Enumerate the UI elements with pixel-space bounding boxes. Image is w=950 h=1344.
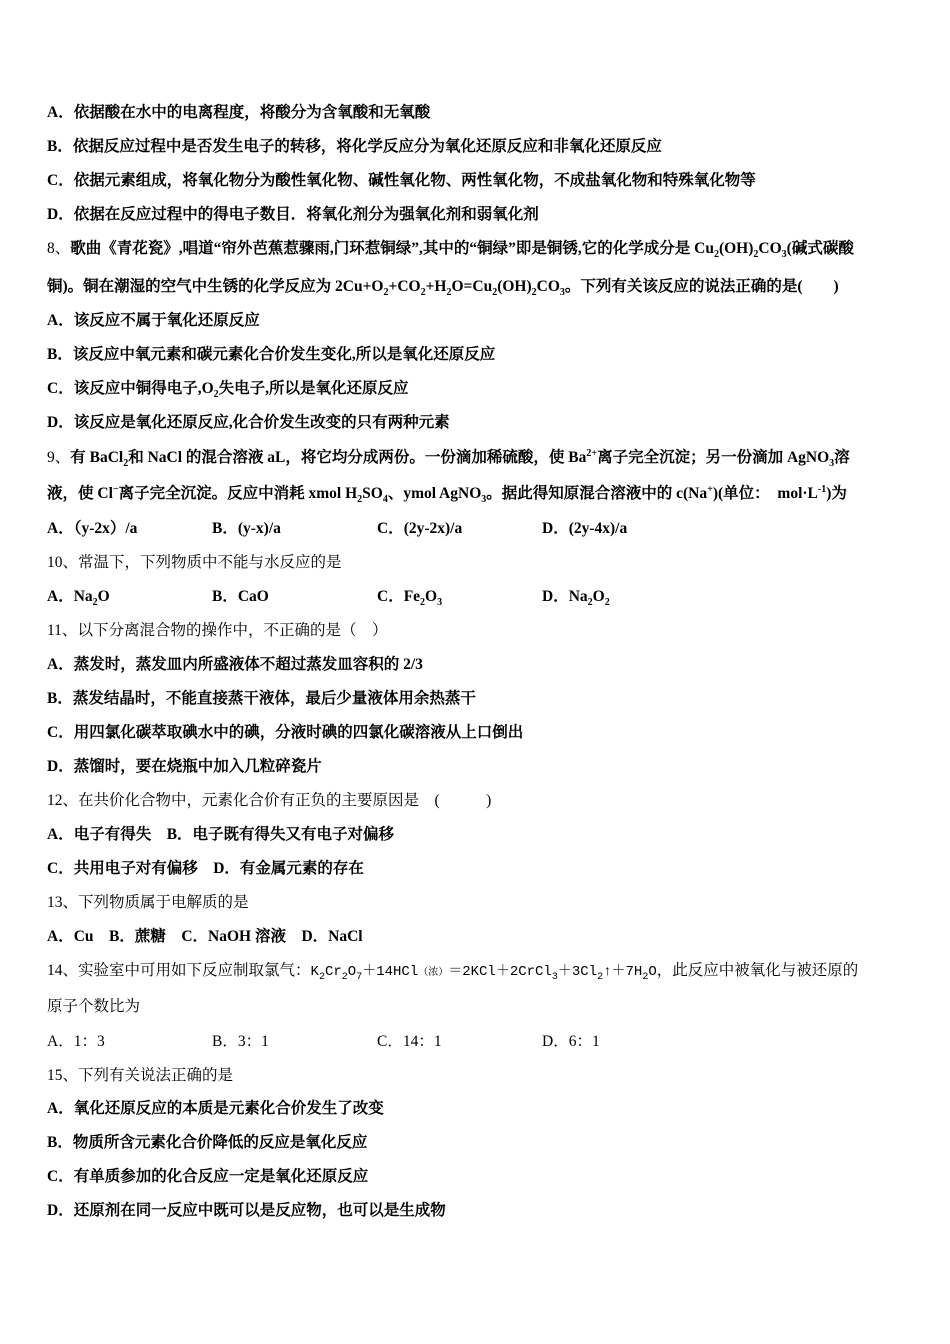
q10-stem: 10、常温下，下列物质中不能与水反应的是 bbox=[47, 554, 342, 571]
q8-stem-line1: 8、歌曲《青花瓷》,唱道“帘外芭蕉惹骤雨,门环惹铜绿”,其中的“铜绿”即是铜锈,它的化学成分是 $Cu_2(OH)_2CO_3$(碱式碳酸 bbox=[47, 240, 854, 261]
q13-options: A．Cu B．蔗糖 C．NaOH 溶液 D．NaCl bbox=[47, 928, 363, 945]
q9-option-a: A．（y-2x）/a bbox=[47, 520, 138, 537]
q9-stem-line2: 液，使 Cl−离子完全沉淀。反应中消耗 xmol $H_2SO_4$、ymol AgNO$_3$。据此得知原混合溶液中的 c(Na+)(单位： $mol\cdot L^{-1}$)为 bbox=[47, 483, 847, 506]
q12-options-cd: C．共用电子对有偏移 D．有金属元素的存在 bbox=[47, 860, 364, 877]
q8-option-d: D．该反应是氧化还原反应,化合价发生改变的只有两种元素 bbox=[47, 414, 450, 431]
q11-option-d: D．蒸馏时，要在烧瓶中加入几粒碎瓷片 bbox=[47, 758, 322, 775]
q10-option-b: B．CaO bbox=[212, 588, 269, 605]
q7-option-b: B．依据反应过程中是否发生电子的转移，将化学反应分为氧化还原反应和非氧化还原反应 bbox=[47, 138, 662, 155]
q14-option-b: B．3：1 bbox=[212, 1033, 269, 1050]
q9-stem-line1: 9、有 BaCl$_2$和 NaCl 的混合溶液 aL，将它均分成两份。一份滴加稀硫酸，使 $Ba^{2+}$离子完全沉淀；另一份滴加 AgNO$_3$溶 bbox=[47, 447, 850, 470]
q8-option-b: B．该反应中氧元素和碳元素化合价发生变化,所以是氧化还原反应 bbox=[47, 346, 496, 363]
q10-option-a: A．$Na_2O$ bbox=[47, 588, 110, 609]
q14-number: 14、 bbox=[47, 962, 79, 979]
q14-stem-line2: 原子个数比为 bbox=[47, 998, 141, 1015]
q8-stem-line2: 铜)。铜在潮湿的空气中生锈的化学反应为 $2Cu+O_2+CO_2+H_2O=Cu_2(OH)_2CO_3$。下列有关该反应的说法正确的是( ) bbox=[47, 278, 839, 299]
q9-option-c: C．(2y-2x)/a bbox=[377, 520, 463, 537]
q13-stem: 13、下列物质属于电解质的是 bbox=[47, 894, 249, 911]
q14-option-d: D．6：1 bbox=[542, 1033, 600, 1050]
q10-option-c: C．$Fe_2O_3$ bbox=[377, 588, 443, 609]
q11-stem: 11、以下分离混合物的操作中，不正确的是（ ） bbox=[47, 622, 388, 639]
q7-option-a: A．依据酸在水中的电离程度，将酸分为含氧酸和无氧酸 bbox=[47, 104, 431, 121]
q12-number: 12、 bbox=[47, 792, 79, 809]
q7-option-d: D．依据在反应过程中的得电子数目．将氧化剂分为强氧化剂和弱氧化剂 bbox=[47, 206, 539, 223]
q10-option-d: D．$Na_2O_2$ bbox=[542, 588, 610, 609]
q11-option-a: A．蒸发时，蒸发皿内所盛液体不超过蒸发皿容积的 2/3 bbox=[47, 656, 423, 673]
q8-number: 8、 bbox=[47, 240, 71, 257]
q9-option-d: D．(2y-4x)/a bbox=[542, 520, 628, 537]
q9-option-b: B．(y-x)/a bbox=[212, 520, 281, 537]
q15-number: 15、 bbox=[47, 1067, 79, 1084]
q15-option-b: B．物质所含元素化合价降低的反应是氧化反应 bbox=[47, 1134, 368, 1151]
q8-option-c: C．该反应中铜得电子$,O_2$失电子,所以是氧化还原反应 bbox=[47, 380, 409, 401]
q8-option-a: A．该反应不属于氧化还原反应 bbox=[47, 312, 260, 329]
q11-option-c: C．用四氯化碳萃取碘水中的碘，分液时碘的四氯化碳溶液从上口倒出 bbox=[47, 724, 524, 741]
q14-stem-line1: 14、实验室中可用如下反应制取氯气：$K_2Cr_2O_7+14HCl$（浓）$=2KCl+2CrCl_3+3Cl_2↑+7H_2O$，此反应中被氧化与被还原的 bbox=[47, 962, 859, 983]
q13-number: 13、 bbox=[47, 894, 79, 911]
q11-option-b: B．蒸发结晶时，不能直接蒸干液体，最后少量液体用余热蒸干 bbox=[47, 690, 476, 707]
q15-stem: 15、下列有关说法正确的是 bbox=[47, 1067, 234, 1084]
q12-options-ab: A．电子有得失 B．电子既有得失又有电子对偏移 bbox=[47, 826, 395, 843]
q9-number: 9、 bbox=[47, 449, 71, 466]
q11-number: 11、 bbox=[47, 622, 78, 639]
q14-option-a: A．1：3 bbox=[47, 1033, 105, 1050]
q15-option-c: C．有单质参加的化合反应一定是氧化还原反应 bbox=[47, 1168, 369, 1185]
q12-stem: 12、在共价化合物中，元素化合价有正负的主要原因是 ( ) bbox=[47, 792, 492, 809]
q15-option-d: D．还原剂在同一反应中既可以是反应物，也可以是生成物 bbox=[47, 1202, 446, 1219]
q14-equation: $K_2Cr_2O_7+14HCl$（浓）$=2KCl+2CrCl_3+3Cl_2↑+7H_2O$ bbox=[310, 964, 657, 983]
q10-number: 10、 bbox=[47, 554, 79, 571]
q7-option-c: C．依据元素组成，将氧化物分为酸性氧化物、碱性氧化物、两性氧化物，不成盐氧化物和特殊氧化物等 bbox=[47, 172, 756, 189]
q14-option-c: C．14：1 bbox=[377, 1033, 442, 1050]
q15-option-a: A．氧化还原反应的本质是元素化合价发生了改变 bbox=[47, 1100, 384, 1117]
